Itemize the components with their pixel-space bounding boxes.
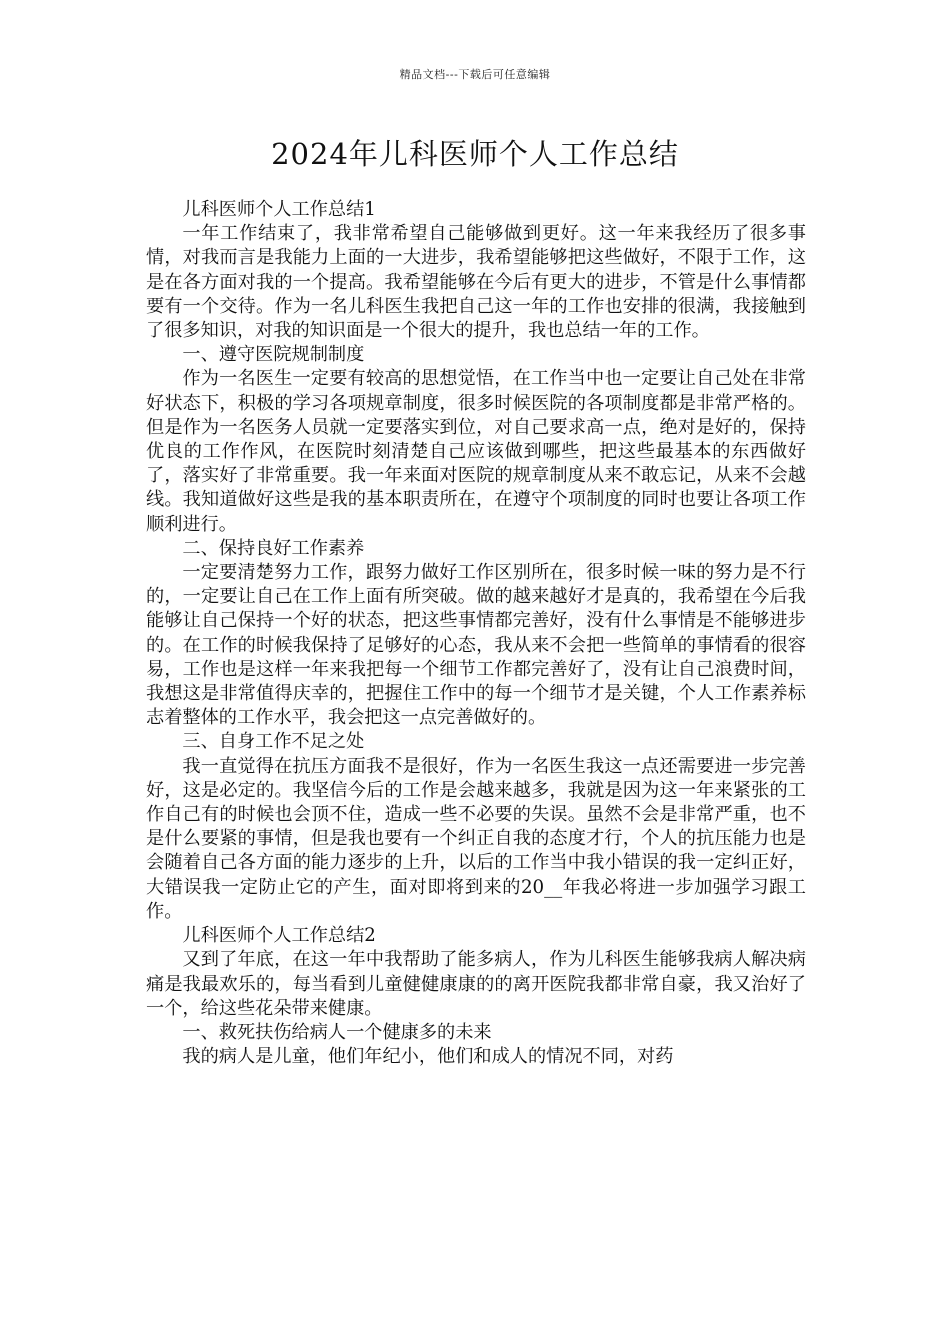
section-heading: 二、保持良好工作素养 (182, 537, 365, 559)
paragraph: 一定要清楚努力工作，跟努力做好工作区别所在，很多时候一味的努力是不行的，一定要让自己在工作上面有所突破。做的越来越好才是真的，我希望在今后我能够让自己保持一个好的状态，把这些事情都完善好，没有什么事情是不能够进步的。在工作的时候我保持了足够好的心态，我从来不会把一些简单的事情看的很容易，工作也是这样一年来我把每一个细节工作都完善好了，没有让自己浪费时间，我想这是非常值得庆幸的，把握住工作中的每一个细节才是关键，个人工作素养标志着整体的工作水平，我会把这一点完善做好的。 (146, 562, 806, 729)
paragraph: 又到了年底，在这一年中我帮助了能多病人，作为儿科医生能够我病人解决病痛是我最欢乐的，每当看到儿童健健康康的的离开医院我都非常自豪，我又治好了一个，给这些花朵带来健康。 (146, 949, 806, 1019)
section-heading: 儿科医师个人工作总结1 (182, 199, 376, 220)
document-title: 2024年儿科医师个人工作总结 (271, 137, 679, 171)
paragraph: 作为一名医生一定要有较高的思想觉悟，在工作当中也一定要让自己处在非常好状态下，积极的学习各项规章制度，很多时候医院的各项制度都是非常严格的。但是作为一名医务人员就一定要落实到位，对自己要求高一点，绝对是好的，保持优良的工作作风，在医院时刻清楚自己应该做到哪些，把这些最基本的东西做好了，落实好了非常重要。我一年来面对医院的规章制度从来不敢忘记，从来不会越线。我知道做好这些是我的基本职责所在，在遵守个项制度的同时也要让各项工作顺利进行。 (146, 368, 806, 535)
document-body (146, 198, 806, 1069)
paragraph: 一年工作结束了，我非常希望自己能够做到更好。这一年来我经历了很多事情，对我而言是我能力上面的一大进步，我希望能够把这些做好，不限于工作，这是在各方面对我的一个提高。我希望能够在今后有更大的进步，不管是什么事情都要有一个交待。作为一名儿科医生我把自己这一年的工作也安排的很满，我接触到了很多知识，对我的知识面是一个很大的提升，我也总结一年的工作。 (146, 223, 806, 342)
paragraph: 我的病人是儿童，他们年纪小，他们和成人的情况不同，对药 (182, 1046, 674, 1068)
section-heading: 三、自身工作不足之处 (182, 731, 365, 753)
paragraph: 我一直觉得在抗压方面我不是很好，作为一名医生我这一点还需要进一步完善好，这是必定的。我坚信今后的工作是会越来越多，我就是因为这一年来紧张的工作自己有的时候也会顶不住，造成一些不必要的失误。虽然不会是非常严重，也不是什么要紧的事情，但是我也要有一个纠正自我的态度才行，个人的抗压能力也是会随着自己各方面的能力逐步的上升，以后的工作当中我小错误的我一定纠正好，大错误我一定防止它的产生，面对即将到来的20__年我必将进一步加强学习跟工作。 (146, 755, 806, 922)
section-heading: 儿科医师个人工作总结2 (182, 925, 376, 947)
section-heading: 一、遵守医院规制制度 (182, 344, 365, 366)
section-heading: 一、救死扶伤给病人一个健康多的未来 (182, 1021, 492, 1043)
header-note: 精品文档---下载后可任意编辑 (399, 68, 551, 81)
